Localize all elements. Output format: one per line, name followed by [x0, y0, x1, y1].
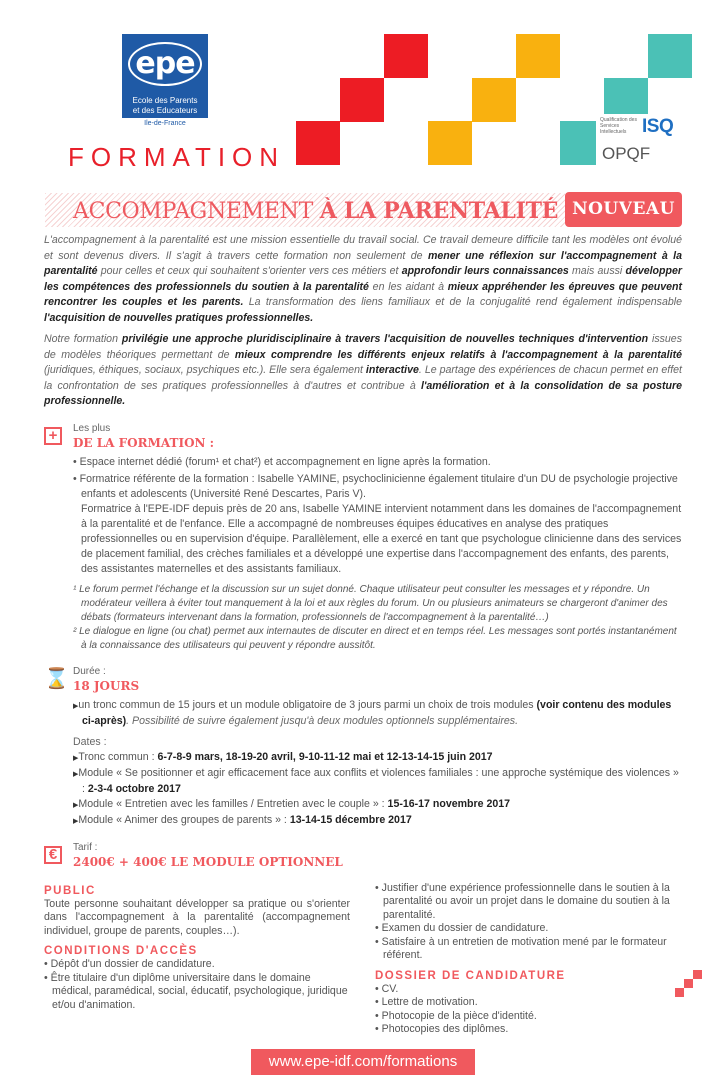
- date-item: [73, 750, 682, 766]
- footer: [44, 1049, 682, 1075]
- emphasis-text: mieux comprendre les différents enjeux relatifs à l'accompagnement à la parentalité: [234, 348, 682, 361]
- body-text: Notre formation: [44, 333, 122, 345]
- intro-paragraph-2: [44, 332, 682, 410]
- date-value: 6-7-8-9 mars, 18-19-20 avril, 9-10-11-12 mai et 12-13-14-15 juin 2017: [157, 750, 493, 763]
- list-item: • Dépôt d'un dossier de candidature.: [44, 958, 215, 970]
- isq-opqf-logo: [596, 114, 696, 168]
- corner-square: [693, 970, 702, 979]
- isq-mark: ISQ: [642, 116, 674, 137]
- intro-paragraph-1: [44, 233, 682, 326]
- corner-square: [675, 988, 684, 997]
- public-text: Toute personne souhaitant développer sa pratique ou s'orienter dans l'accompagnement à la parentalité (accompagnement individuel, groupe de parents, couples…).: [44, 897, 350, 937]
- hourglass-icon: ⌛: [44, 667, 69, 690]
- logo-mark: epe: [135, 46, 195, 81]
- square-yellow: [472, 78, 516, 122]
- epe-logo: [122, 34, 208, 118]
- body-text: La transformation des liens familiaux et de la conjugalité rend également indispensable: [243, 296, 682, 308]
- body-text: . Le partage des expériences de chacun permet en effet la confrontation de ses pratiques professionnelles à d'autres et contribue à: [44, 364, 682, 392]
- desc-text: un tronc commun de 15 jours et un module obligatoire de 3 jours parmi un choix de trois modules: [78, 698, 537, 711]
- square-teal: [648, 34, 692, 78]
- emphasis-text: l'acquisition de nouvelles pratiques professionnelles.: [44, 311, 314, 324]
- course-title-light: ACCOMPAGNEMENT: [73, 199, 320, 224]
- isq-org: OPQF: [602, 144, 651, 163]
- date-label: Module « Animer des groupes de parents » :: [78, 813, 290, 826]
- list-item: • Photocopie de la pièce d'identité.: [375, 1009, 537, 1022]
- body-text: issues de modèles théoriques permettant de: [44, 333, 682, 361]
- euro-icon: €: [44, 846, 62, 864]
- date-item: [73, 797, 682, 813]
- public-heading: PUBLIC: [44, 884, 96, 897]
- duree-label: Durée :: [73, 665, 106, 677]
- duree-heading: 18 JOURS: [73, 678, 140, 693]
- tarif-section: [44, 841, 682, 870]
- body-text: L'accompagnement à la parentalité est une mission essentielle du travail social. Ce travail demeure difficile tant les modèles ont évolué et sont devenus divers. Il s'agit à travers cette formation non seulement de: [44, 234, 682, 262]
- dossier-heading: DOSSIER DE CANDIDATURE: [375, 969, 566, 982]
- footnote: ¹ Le forum permet l'échange et la discussion sur un sujet donné. Chaque utilisateur peut consulter les messages et y répondre. Un modérateur veillera à éviter tout manquement à la loi et aux règles du forum. Un ou plusieurs animateurs se chargeront d'animer des débats (formateurs intervenant dans la formation, professionnels de l'accompagnement à la parentalité…): [73, 583, 668, 623]
- square-yellow: [428, 121, 472, 165]
- body-text: pour celles et ceux qui souhaitent s'orienter vers ces métiers et: [97, 265, 402, 277]
- main-content: [44, 233, 682, 1075]
- new-badge: NOUVEAU: [565, 192, 682, 227]
- tarif-label: Tarif :: [73, 841, 98, 853]
- emphasis-text: mener une réflexion sur l'accompagnement à la parentalité: [44, 249, 682, 277]
- dates-list: [73, 750, 682, 829]
- right-column: [375, 882, 682, 1037]
- left-column: [44, 882, 350, 1037]
- square-yellow: [516, 34, 560, 78]
- info-columns: [44, 882, 682, 1037]
- title-banner: [45, 193, 565, 227]
- square-red: [296, 121, 340, 165]
- emphasis-text: privilégie une approche pluridisciplinaire à travers l'acquisition de nouvelles techniques d'intervention: [121, 333, 649, 345]
- plus-heading: DE LA FORMATION :: [73, 435, 215, 450]
- body-text: (juridiques, éthiques, sociaux, psychiques etc.). Elle sera également: [44, 364, 366, 376]
- date-item: [73, 813, 682, 829]
- list-item: • CV.: [375, 982, 399, 995]
- course-title: [73, 198, 558, 224]
- date-value: 13-14-15 décembre 2017: [289, 813, 412, 826]
- list-item: • Être titulaire d'un diplôme universitaire dans le domaine médical, paramédical, social, éducatif, psychologique, juridique et/ou d'animation.: [44, 971, 348, 1011]
- plus-section: [44, 422, 682, 653]
- section-title: FORMATION: [68, 142, 286, 172]
- list-item: • Photocopies des diplômes.: [375, 1023, 509, 1035]
- emphasis-text: interactive: [365, 364, 419, 376]
- dates-label: Dates :: [73, 735, 107, 748]
- isq-caption: Qualification des Services Intellectuels: [600, 117, 637, 135]
- footnote: ² Le dialogue en ligne (ou chat) permet aux internautes de discuter en direct et en temps réel. Les messages sont portés instantanément à la connaissance des utilisateurs qui peuvent y répondre aussitôt.: [73, 625, 677, 651]
- corner-square: [684, 979, 693, 988]
- emphasis-text: développer les compétences des professionnels du soutien à la parentalité: [44, 265, 682, 293]
- logo-name-line2: et des Educateurs: [132, 106, 198, 115]
- conditions-heading: CONDITIONS D'ACCÈS: [44, 945, 198, 957]
- date-value: 15-16-17 novembre 2017: [387, 797, 511, 810]
- desc-bold: (voir contenu des modules ci-après): [82, 698, 672, 727]
- body-text: mais aussi: [568, 265, 626, 277]
- duree-section: [44, 665, 682, 829]
- date-label: Module « Entretien avec les familles / Entretien avec le couple » :: [78, 797, 388, 810]
- list-item: • Formatrice référente de la formation : Isabelle YAMINE, psychoclinicienne également titulaire d'un DU de psychologie projective enfants et adolescents (Université René Descartes, Paris V).: [73, 472, 678, 500]
- list-item: • Satisfaire à un entretien de motivation mené par le formateur référent.: [375, 935, 667, 961]
- list-item: • Espace internet dédié (forum¹ et chat²) et accompagnement en ligne après la formation.: [73, 455, 491, 468]
- emphasis-text: mieux appréhender les épreuves que peuvent rencontrer les couples et les parents.: [44, 280, 682, 308]
- body-text: en les aidant à: [368, 280, 448, 293]
- logo-region: Ile-de-France: [144, 120, 186, 127]
- website-link[interactable]: www.epe-idf.com/formations: [251, 1049, 475, 1075]
- trainer-bio: Formatrice à l'EPE-IDF depuis près de 20 ans, Isabelle YAMINE intervient notamment dans les domaines de l'accompagnement à la parentalité et de l'enfance. Elle a accompagné de nombreuses équipes éducatives en analyse des pratiques professionnelles ou en supervision d'équipe. Parallèlement, elle a exercé en tant que psychologue clinicienne dans des services de placement familial, des crèches familiales et a développé une expertise dans l'accompagnement des enfants, des parents, des assistantes maternelles et des assistants familiaux.: [81, 502, 682, 575]
- desc-italic: . Possibilité de suivre également jusqu'à deux modules optionnels supplémentaires.: [126, 714, 519, 727]
- duree-description: [73, 698, 682, 729]
- emphasis-text: l'amélioration et à la consolidation de sa posture professionnelle.: [44, 379, 682, 407]
- list-item: • Examen du dossier de candidature.: [375, 922, 549, 934]
- square-red: [340, 78, 384, 122]
- date-label: Tronc commun :: [78, 750, 158, 763]
- logo-name-line1: Ecole des Parents: [132, 96, 198, 105]
- list-item: • Justifier d'une expérience professionnelle dans le soutien à la parentalité ou avoir un projet dans le domaine du soutien à la parentalité.: [375, 881, 670, 921]
- emphasis-text: approfondir leurs connaissances: [401, 265, 569, 277]
- date-value: 2-3-4 octobre 2017: [87, 782, 181, 795]
- date-label: Module « Se positionner et agir efficacement face aux conflits et violences familiales : une approche systémique des violences » :: [78, 766, 679, 795]
- logo-name: [122, 96, 208, 116]
- date-item: [73, 766, 682, 797]
- square-red: [384, 34, 428, 78]
- tarif-heading: 2400€ + 400€ LE MODULE OPTIONNEL: [73, 854, 343, 869]
- plus-icon: +: [44, 427, 62, 445]
- list-item: • Lettre de motivation.: [375, 996, 478, 1008]
- course-title-bold: À LA PARENTALITÉ: [319, 198, 559, 224]
- plus-label: Les plus: [73, 422, 111, 434]
